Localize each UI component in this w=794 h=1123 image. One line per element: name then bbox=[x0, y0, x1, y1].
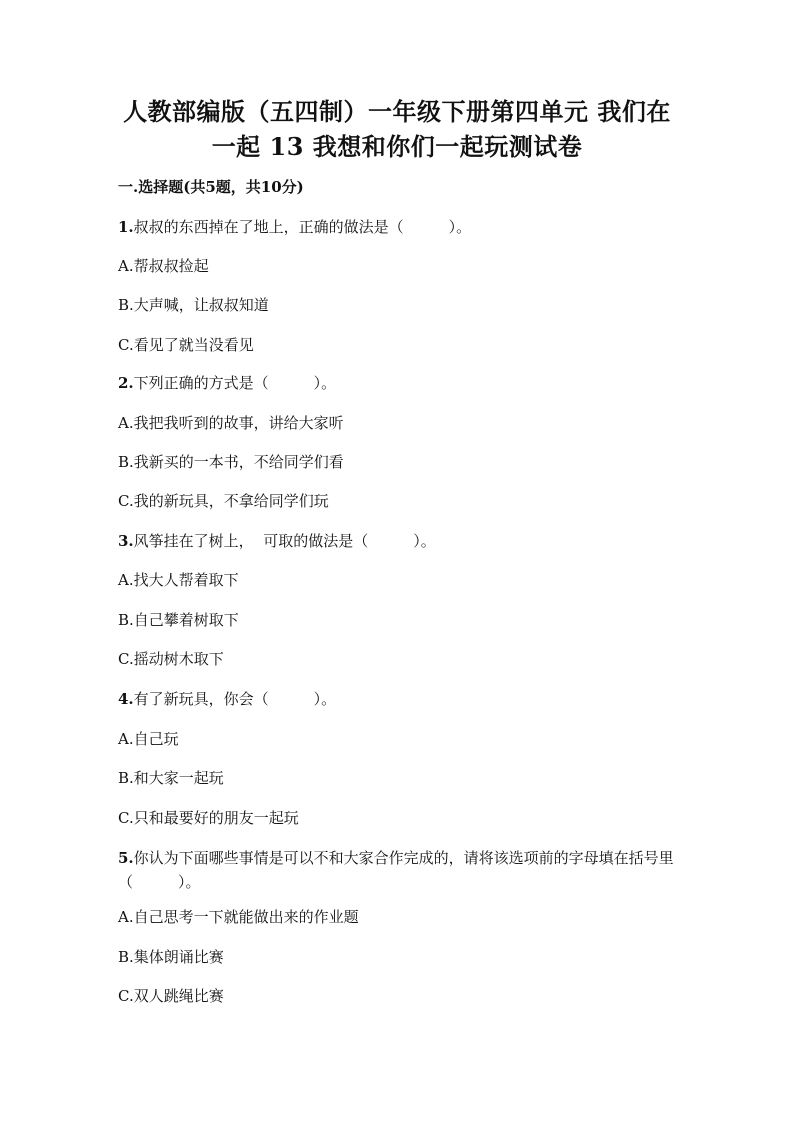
question-3-option-b: B.自己攀着树取下 bbox=[118, 611, 239, 629]
question-number: 2. bbox=[118, 374, 134, 392]
question-text: 你认为下面哪些事情是可以不和大家合作完成的，请将该选项前的字母填在括号里（ ）。 bbox=[118, 849, 674, 891]
page-title-line-2: 一起 13 我想和你们一起玩测试卷 bbox=[211, 132, 583, 161]
question-3 bbox=[118, 530, 678, 552]
question-1-option-c: C.看见了就当没看见 bbox=[118, 336, 254, 354]
question-5-option-c: C.双人跳绳比赛 bbox=[118, 987, 224, 1005]
question-4-option-a: A.自己玩 bbox=[118, 730, 179, 748]
question-5 bbox=[118, 846, 678, 894]
question-3-option-c: C.摇动树木取下 bbox=[118, 650, 224, 668]
question-5-option-a: A.自己思考一下就能做出来的作业题 bbox=[118, 908, 359, 926]
question-number: 3. bbox=[118, 532, 134, 550]
question-4 bbox=[118, 688, 678, 710]
question-4-option-c: C.只和最要好的朋友一起玩 bbox=[118, 809, 299, 827]
question-2 bbox=[118, 372, 678, 394]
question-2-option-a: A.我把我听到的故事，讲给大家听 bbox=[118, 414, 344, 432]
question-text: 风筝挂在了树上， 可取的做法是（ ）。 bbox=[133, 532, 436, 550]
question-4-option-b: B.和大家一起玩 bbox=[118, 769, 224, 787]
question-number: 4. bbox=[118, 690, 134, 708]
question-number: 5. bbox=[118, 849, 134, 867]
question-2-option-c: C.我的新玩具，不拿给同学们玩 bbox=[118, 492, 329, 510]
question-text: 有了新玩具，你会（ ）。 bbox=[133, 690, 337, 708]
question-1-option-b: B.大声喊，让叔叔知道 bbox=[118, 296, 269, 314]
question-1 bbox=[118, 216, 678, 238]
question-text: 叔叔的东西掉在了地上，正确的做法是（ ）。 bbox=[133, 218, 472, 236]
question-1-option-a: A.帮叔叔捡起 bbox=[118, 257, 209, 275]
question-5-option-b: B.集体朗诵比赛 bbox=[118, 948, 224, 966]
page-title-line-1: 人教部编版（五四制）一年级下册第四单元 我们在 bbox=[123, 97, 671, 126]
question-number: 1. bbox=[118, 218, 134, 236]
question-text: 下列正确的方式是（ ）。 bbox=[133, 374, 337, 392]
section-heading: 一.选择题(共5题，共10分) bbox=[118, 178, 304, 196]
question-2-option-b: B.我新买的一本书，不给同学们看 bbox=[118, 453, 344, 471]
question-3-option-a: A.找大人帮着取下 bbox=[118, 571, 239, 589]
